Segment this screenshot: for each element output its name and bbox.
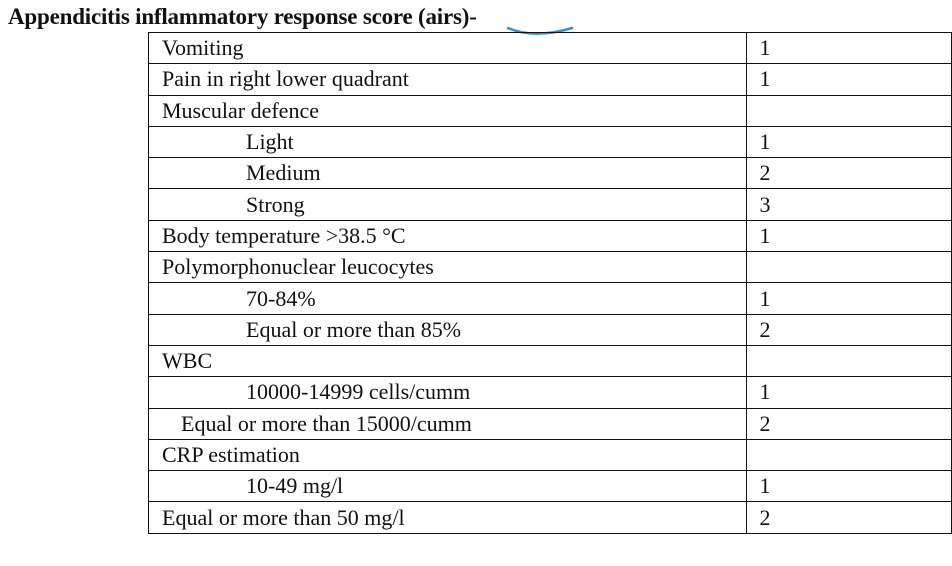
table-row (149, 345, 952, 376)
score-cell: 2 (747, 314, 952, 345)
criterion-cell: Medium (149, 158, 747, 189)
table-row (149, 252, 952, 283)
score-cell: 1 (747, 220, 952, 251)
score-cell: 1 (747, 377, 952, 408)
criterion-cell: Light (149, 126, 747, 157)
table-row (149, 439, 952, 470)
score-cell (747, 95, 952, 126)
score-cell (747, 252, 952, 283)
score-cell: 1 (747, 64, 952, 95)
table-row (149, 64, 952, 95)
score-cell: 1 (747, 126, 952, 157)
score-cell (747, 439, 952, 470)
criterion-cell: 10000-14999 cells/cumm (149, 377, 747, 408)
score-cell: 2 (747, 408, 952, 439)
criterion-cell: CRP estimation (149, 439, 747, 470)
criterion-cell: Equal or more than 85% (149, 314, 747, 345)
score-cell: 2 (747, 158, 952, 189)
table-row (149, 189, 952, 220)
table-row (149, 502, 952, 533)
criterion-cell: Pain in right lower quadrant (149, 64, 747, 95)
table-row (149, 471, 952, 502)
table-row (149, 126, 952, 157)
table-row (149, 408, 952, 439)
table-row (149, 377, 952, 408)
criterion-cell: WBC (149, 345, 747, 376)
score-cell: 1 (747, 471, 952, 502)
criterion-cell: Equal or more than 15000/cumm (149, 408, 747, 439)
score-cell (747, 345, 952, 376)
criterion-cell: 70-84% (149, 283, 747, 314)
table-row (149, 95, 952, 126)
score-cell: 1 (747, 283, 952, 314)
score-cell: 2 (747, 502, 952, 533)
criterion-cell: Muscular defence (149, 95, 747, 126)
criterion-cell: Body temperature >38.5 °C (149, 220, 747, 251)
table-row (149, 283, 952, 314)
document-title: Appendicitis inflammatory response score (airs)- (8, 4, 477, 29)
airs-score-table (148, 32, 952, 534)
table-row (149, 33, 952, 64)
criterion-cell: 10-49 mg/l (149, 471, 747, 502)
criterion-cell: Equal or more than 50 mg/l (149, 502, 747, 533)
criterion-cell: Polymorphonuclear leucocytes (149, 252, 747, 283)
score-cell: 1 (747, 33, 952, 64)
score-cell: 3 (747, 189, 952, 220)
criterion-cell: Strong (149, 189, 747, 220)
table-row (149, 220, 952, 251)
criterion-cell: Vomiting (149, 33, 747, 64)
table-row (149, 314, 952, 345)
table-row (149, 158, 952, 189)
